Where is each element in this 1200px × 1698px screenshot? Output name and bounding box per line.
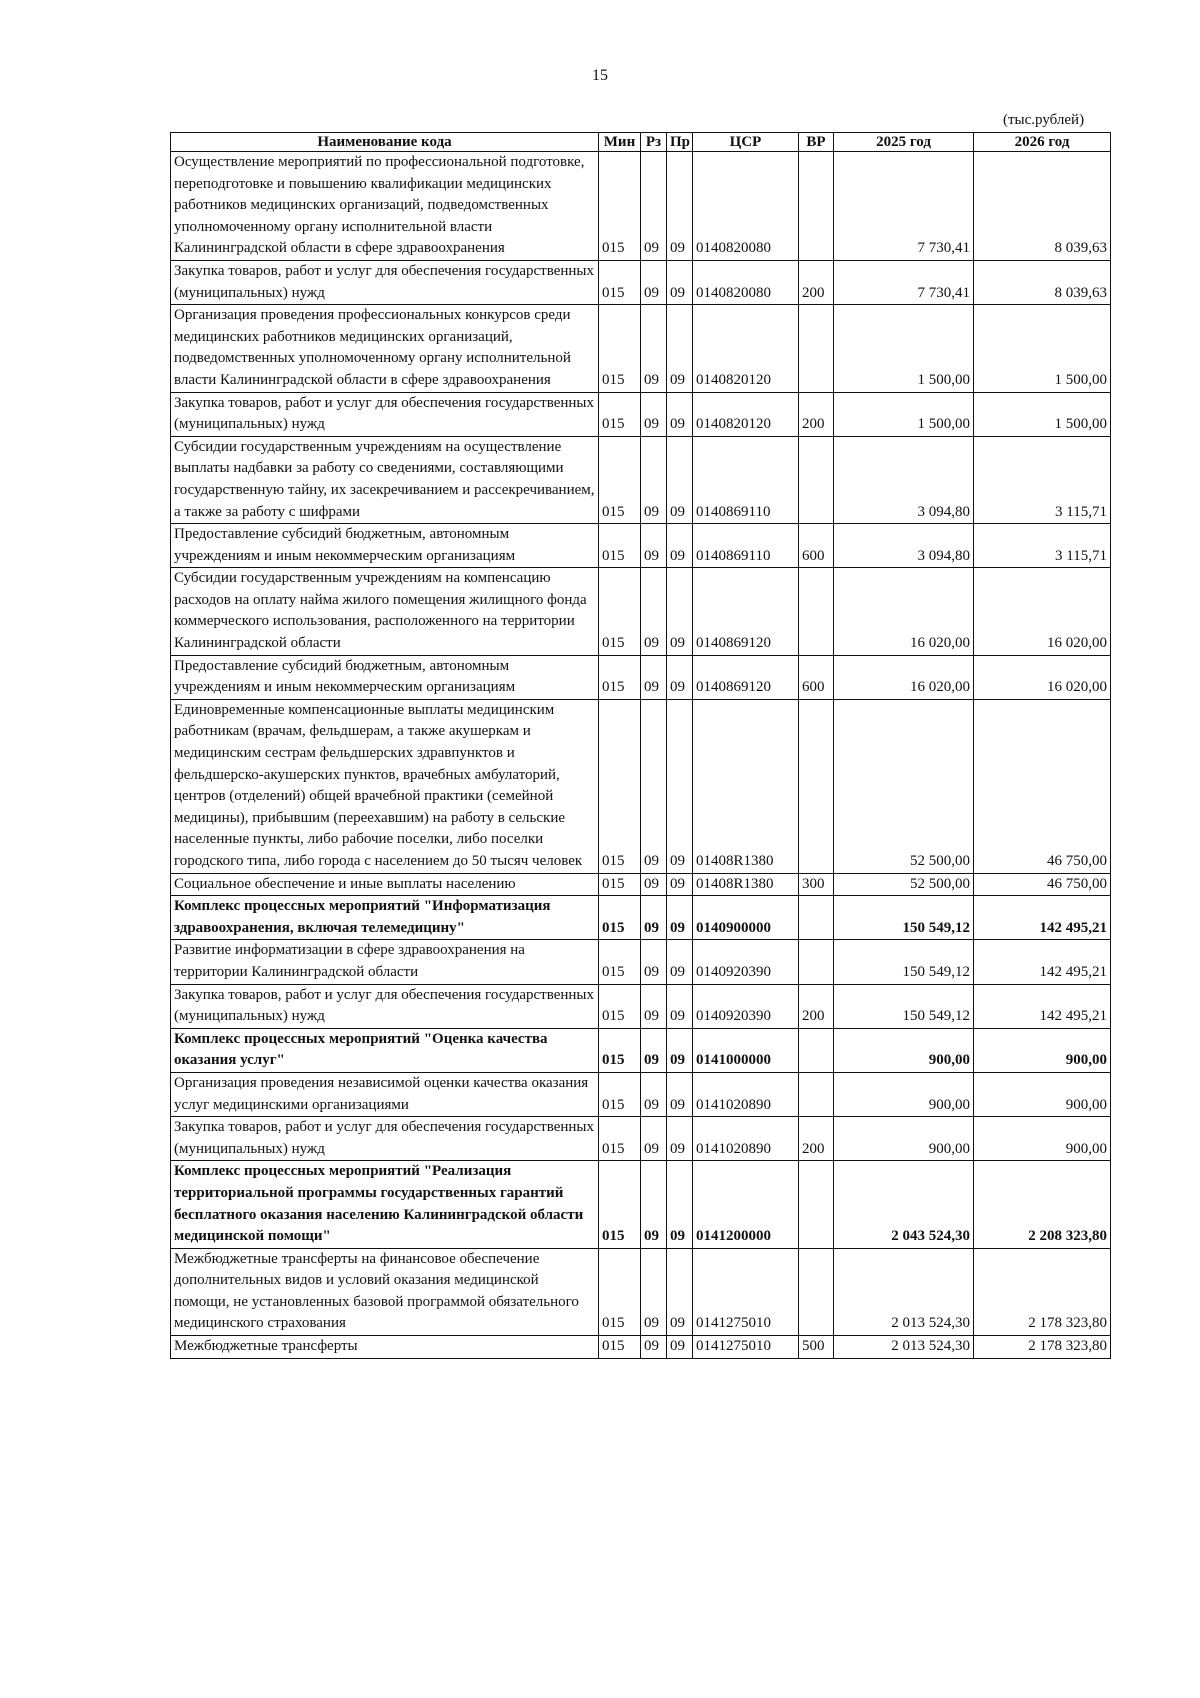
cell-csr: 0140920390 [693, 940, 799, 984]
cell-2025: 150 549,12 [834, 940, 974, 984]
cell-name: Предоставление субсидий бюджетным, автономным учреждениям и иным некоммерческим организациям [171, 524, 599, 568]
cell-min: 015 [599, 392, 641, 436]
cell-vr [799, 152, 834, 261]
header-2026: 2026 год [974, 133, 1111, 152]
table-row [171, 305, 1111, 392]
cell-pr: 09 [667, 940, 693, 984]
cell-rz: 09 [641, 305, 667, 392]
cell-rz: 09 [641, 984, 667, 1028]
cell-2025: 1 500,00 [834, 392, 974, 436]
cell-vr [799, 305, 834, 392]
table-row [171, 984, 1111, 1028]
cell-vr [799, 1028, 834, 1072]
cell-name: Субсидии государственным учреждениям на осуществление выплаты надбавки за работу со сведениями, составляющими государственную тайну, их засекречиванием и рассекречиванием, а также за работу с шифрами [171, 436, 599, 523]
cell-2025: 150 549,12 [834, 896, 974, 940]
cell-rz: 09 [641, 568, 667, 655]
cell-csr: 0140869110 [693, 436, 799, 523]
cell-csr: 01408R1380 [693, 873, 799, 896]
table-row [171, 1161, 1111, 1248]
cell-2025: 7 730,41 [834, 260, 974, 304]
cell-csr: 0140820080 [693, 152, 799, 261]
cell-rz: 09 [641, 655, 667, 699]
cell-2025: 3 094,80 [834, 436, 974, 523]
cell-pr: 09 [667, 984, 693, 1028]
cell-2025: 7 730,41 [834, 152, 974, 261]
cell-name: Межбюджетные трансферты [171, 1336, 599, 1359]
units-label: (тыс.рублей) [1003, 112, 1085, 128]
cell-min: 015 [599, 655, 641, 699]
cell-2026: 1 500,00 [974, 392, 1111, 436]
cell-name: Межбюджетные трансферты на финансовое обеспечение дополнительных видов и условий оказания медицинской помощи, не установленных базовой программой обязательного медицинского страхования [171, 1248, 599, 1335]
header-name: Наименование кода [171, 133, 599, 152]
table-row [171, 524, 1111, 568]
table-row [171, 873, 1111, 896]
cell-rz: 09 [641, 436, 667, 523]
table-row [171, 699, 1111, 873]
cell-name: Организация проведения независимой оценки качества оказания услуг медицинскими организациями [171, 1072, 599, 1116]
cell-rz: 09 [641, 1028, 667, 1072]
cell-2025: 3 094,80 [834, 524, 974, 568]
cell-name: Комплекс процессных мероприятий "Оценка качества оказания услуг" [171, 1028, 599, 1072]
cell-vr: 200 [799, 260, 834, 304]
cell-2026: 3 115,71 [974, 436, 1111, 523]
cell-min: 015 [599, 984, 641, 1028]
cell-2026: 142 495,21 [974, 896, 1111, 940]
cell-min: 015 [599, 699, 641, 873]
cell-csr: 0140869120 [693, 568, 799, 655]
cell-csr: 01408R1380 [693, 699, 799, 873]
cell-csr: 0140920390 [693, 984, 799, 1028]
header-vr: ВР [799, 133, 834, 152]
cell-csr: 0140900000 [693, 896, 799, 940]
cell-2025: 900,00 [834, 1072, 974, 1116]
cell-name: Развитие информатизации в сфере здравоохранения на территории Калининградской области [171, 940, 599, 984]
cell-csr: 0141000000 [693, 1028, 799, 1072]
table-row [171, 940, 1111, 984]
table-row [171, 568, 1111, 655]
cell-name: Закупка товаров, работ и услуг для обеспечения государственных (муниципальных) нужд [171, 260, 599, 304]
cell-vr [799, 568, 834, 655]
cell-vr: 200 [799, 392, 834, 436]
cell-csr: 0141200000 [693, 1161, 799, 1248]
cell-min: 015 [599, 1161, 641, 1248]
cell-2026: 2 178 323,80 [974, 1248, 1111, 1335]
cell-name: Субсидии государственным учреждениям на компенсацию расходов на оплату найма жилого помещения жилищного фонда коммерческого использования, расположенного на территории Калининградской области [171, 568, 599, 655]
table-row [171, 436, 1111, 523]
table-header-row [171, 133, 1111, 152]
cell-csr: 0140820120 [693, 305, 799, 392]
cell-name: Социальное обеспечение и иные выплаты населению [171, 873, 599, 896]
cell-vr [799, 940, 834, 984]
page-number: 15 [592, 67, 608, 84]
cell-2026: 46 750,00 [974, 873, 1111, 896]
cell-vr [799, 436, 834, 523]
cell-csr: 0141275010 [693, 1248, 799, 1335]
cell-name: Закупка товаров, работ и услуг для обеспечения государственных (муниципальных) нужд [171, 392, 599, 436]
cell-pr: 09 [667, 1336, 693, 1359]
table-row [171, 260, 1111, 304]
cell-rz: 09 [641, 524, 667, 568]
cell-vr: 600 [799, 655, 834, 699]
cell-csr: 0141020890 [693, 1072, 799, 1116]
cell-csr: 0140869120 [693, 655, 799, 699]
table-row [171, 1028, 1111, 1072]
cell-pr: 09 [667, 1072, 693, 1116]
cell-csr: 0140820120 [693, 392, 799, 436]
cell-min: 015 [599, 436, 641, 523]
cell-2025: 900,00 [834, 1117, 974, 1161]
cell-rz: 09 [641, 1336, 667, 1359]
cell-rz: 09 [641, 392, 667, 436]
cell-pr: 09 [667, 1161, 693, 1248]
cell-2026: 900,00 [974, 1028, 1111, 1072]
cell-vr [799, 896, 834, 940]
cell-pr: 09 [667, 436, 693, 523]
cell-2025: 2 013 524,30 [834, 1248, 974, 1335]
cell-min: 015 [599, 873, 641, 896]
cell-2025: 52 500,00 [834, 699, 974, 873]
cell-name: Осуществление мероприятий по профессиональной подготовке, переподготовке и повышению квалификации медицинских работников медицинских организаций, подведомственных уполномоченному органу исполнительной власти Калининградской области в сфере здравоохранения [171, 152, 599, 261]
cell-pr: 09 [667, 873, 693, 896]
cell-vr: 200 [799, 984, 834, 1028]
table-row [171, 1336, 1111, 1359]
cell-2026: 900,00 [974, 1117, 1111, 1161]
cell-2026: 2 208 323,80 [974, 1161, 1111, 1248]
cell-2026: 1 500,00 [974, 305, 1111, 392]
cell-2025: 16 020,00 [834, 655, 974, 699]
cell-name: Закупка товаров, работ и услуг для обеспечения государственных (муниципальных) нужд [171, 1117, 599, 1161]
cell-vr: 300 [799, 873, 834, 896]
cell-2025: 900,00 [834, 1028, 974, 1072]
cell-pr: 09 [667, 1117, 693, 1161]
cell-pr: 09 [667, 305, 693, 392]
cell-min: 015 [599, 568, 641, 655]
cell-min: 015 [599, 524, 641, 568]
cell-2026: 16 020,00 [974, 655, 1111, 699]
table-row [171, 152, 1111, 261]
table-row [171, 655, 1111, 699]
cell-vr: 500 [799, 1336, 834, 1359]
cell-2026: 8 039,63 [974, 260, 1111, 304]
cell-2025: 150 549,12 [834, 984, 974, 1028]
cell-pr: 09 [667, 699, 693, 873]
cell-rz: 09 [641, 896, 667, 940]
cell-pr: 09 [667, 1248, 693, 1335]
table-body [171, 152, 1111, 1359]
cell-2025: 52 500,00 [834, 873, 974, 896]
cell-min: 015 [599, 1117, 641, 1161]
cell-vr [799, 1072, 834, 1116]
cell-csr: 0141020890 [693, 1117, 799, 1161]
cell-min: 015 [599, 1336, 641, 1359]
cell-rz: 09 [641, 1248, 667, 1335]
table-row [171, 1248, 1111, 1335]
cell-min: 015 [599, 152, 641, 261]
table-row [171, 1072, 1111, 1116]
cell-pr: 09 [667, 524, 693, 568]
cell-pr: 09 [667, 152, 693, 261]
cell-2025: 2 043 524,30 [834, 1161, 974, 1248]
cell-2025: 1 500,00 [834, 305, 974, 392]
cell-2026: 3 115,71 [974, 524, 1111, 568]
cell-2025: 16 020,00 [834, 568, 974, 655]
cell-csr: 0140869110 [693, 524, 799, 568]
cell-min: 015 [599, 896, 641, 940]
cell-vr: 600 [799, 524, 834, 568]
cell-2026: 142 495,21 [974, 940, 1111, 984]
cell-min: 015 [599, 305, 641, 392]
cell-name: Комплекс процессных мероприятий "Информатизация здравоохранения, включая телемедицину" [171, 896, 599, 940]
cell-rz: 09 [641, 1072, 667, 1116]
cell-rz: 09 [641, 940, 667, 984]
cell-pr: 09 [667, 568, 693, 655]
cell-min: 015 [599, 1248, 641, 1335]
cell-vr: 200 [799, 1117, 834, 1161]
cell-min: 015 [599, 260, 641, 304]
cell-2026: 8 039,63 [974, 152, 1111, 261]
cell-2026: 2 178 323,80 [974, 1336, 1111, 1359]
cell-rz: 09 [641, 699, 667, 873]
cell-pr: 09 [667, 655, 693, 699]
cell-min: 015 [599, 1028, 641, 1072]
cell-name: Предоставление субсидий бюджетным, автономным учреждениям и иным некоммерческим организациям [171, 655, 599, 699]
cell-2026: 900,00 [974, 1072, 1111, 1116]
cell-vr [799, 1248, 834, 1335]
table-row [171, 1117, 1111, 1161]
cell-min: 015 [599, 940, 641, 984]
cell-pr: 09 [667, 896, 693, 940]
table-row [171, 896, 1111, 940]
header-2025: 2025 год [834, 133, 974, 152]
cell-rz: 09 [641, 152, 667, 261]
cell-min: 015 [599, 1072, 641, 1116]
cell-csr: 0141275010 [693, 1336, 799, 1359]
cell-pr: 09 [667, 1028, 693, 1072]
header-rz: Рз [641, 133, 667, 152]
cell-2026: 46 750,00 [974, 699, 1111, 873]
cell-pr: 09 [667, 260, 693, 304]
table-row [171, 392, 1111, 436]
cell-csr: 0140820080 [693, 260, 799, 304]
cell-name: Комплекс процессных мероприятий "Реализация территориальной программы государственных гарантий бесплатного оказания населению Калининградской области медицинской помощи" [171, 1161, 599, 1248]
cell-2025: 2 013 524,30 [834, 1336, 974, 1359]
cell-2026: 142 495,21 [974, 984, 1111, 1028]
cell-name: Единовременные компенсационные выплаты медицинским работникам (врачам, фельдшерам, а также акушеркам и медицинским сестрам фельдшерских здравпунктов и фельдшерско-акушерских пунктов, врачебных амбулаторий, центров (отделений) общей врачебной практики (семейной медицины), прибывшим (переехавшим) на работу в сельские населенные пункты, либо рабочие поселки, либо поселки городского типа, либо города с населением до 50 тысяч человек [171, 699, 599, 873]
cell-vr [799, 1161, 834, 1248]
cell-rz: 09 [641, 873, 667, 896]
cell-vr [799, 699, 834, 873]
cell-name: Организация проведения профессиональных конкурсов среди медицинских работников медицинских организаций, подведомственных уполномоченному органу исполнительной власти Калининградской области в сфере здравоохранения [171, 305, 599, 392]
cell-rz: 09 [641, 260, 667, 304]
header-pr: Пр [667, 133, 693, 152]
budget-table [170, 132, 1111, 1359]
cell-name: Закупка товаров, работ и услуг для обеспечения государственных (муниципальных) нужд [171, 984, 599, 1028]
cell-2026: 16 020,00 [974, 568, 1111, 655]
header-min: Мин [599, 133, 641, 152]
cell-pr: 09 [667, 392, 693, 436]
cell-rz: 09 [641, 1161, 667, 1248]
cell-rz: 09 [641, 1117, 667, 1161]
header-csr: ЦСР [693, 133, 799, 152]
